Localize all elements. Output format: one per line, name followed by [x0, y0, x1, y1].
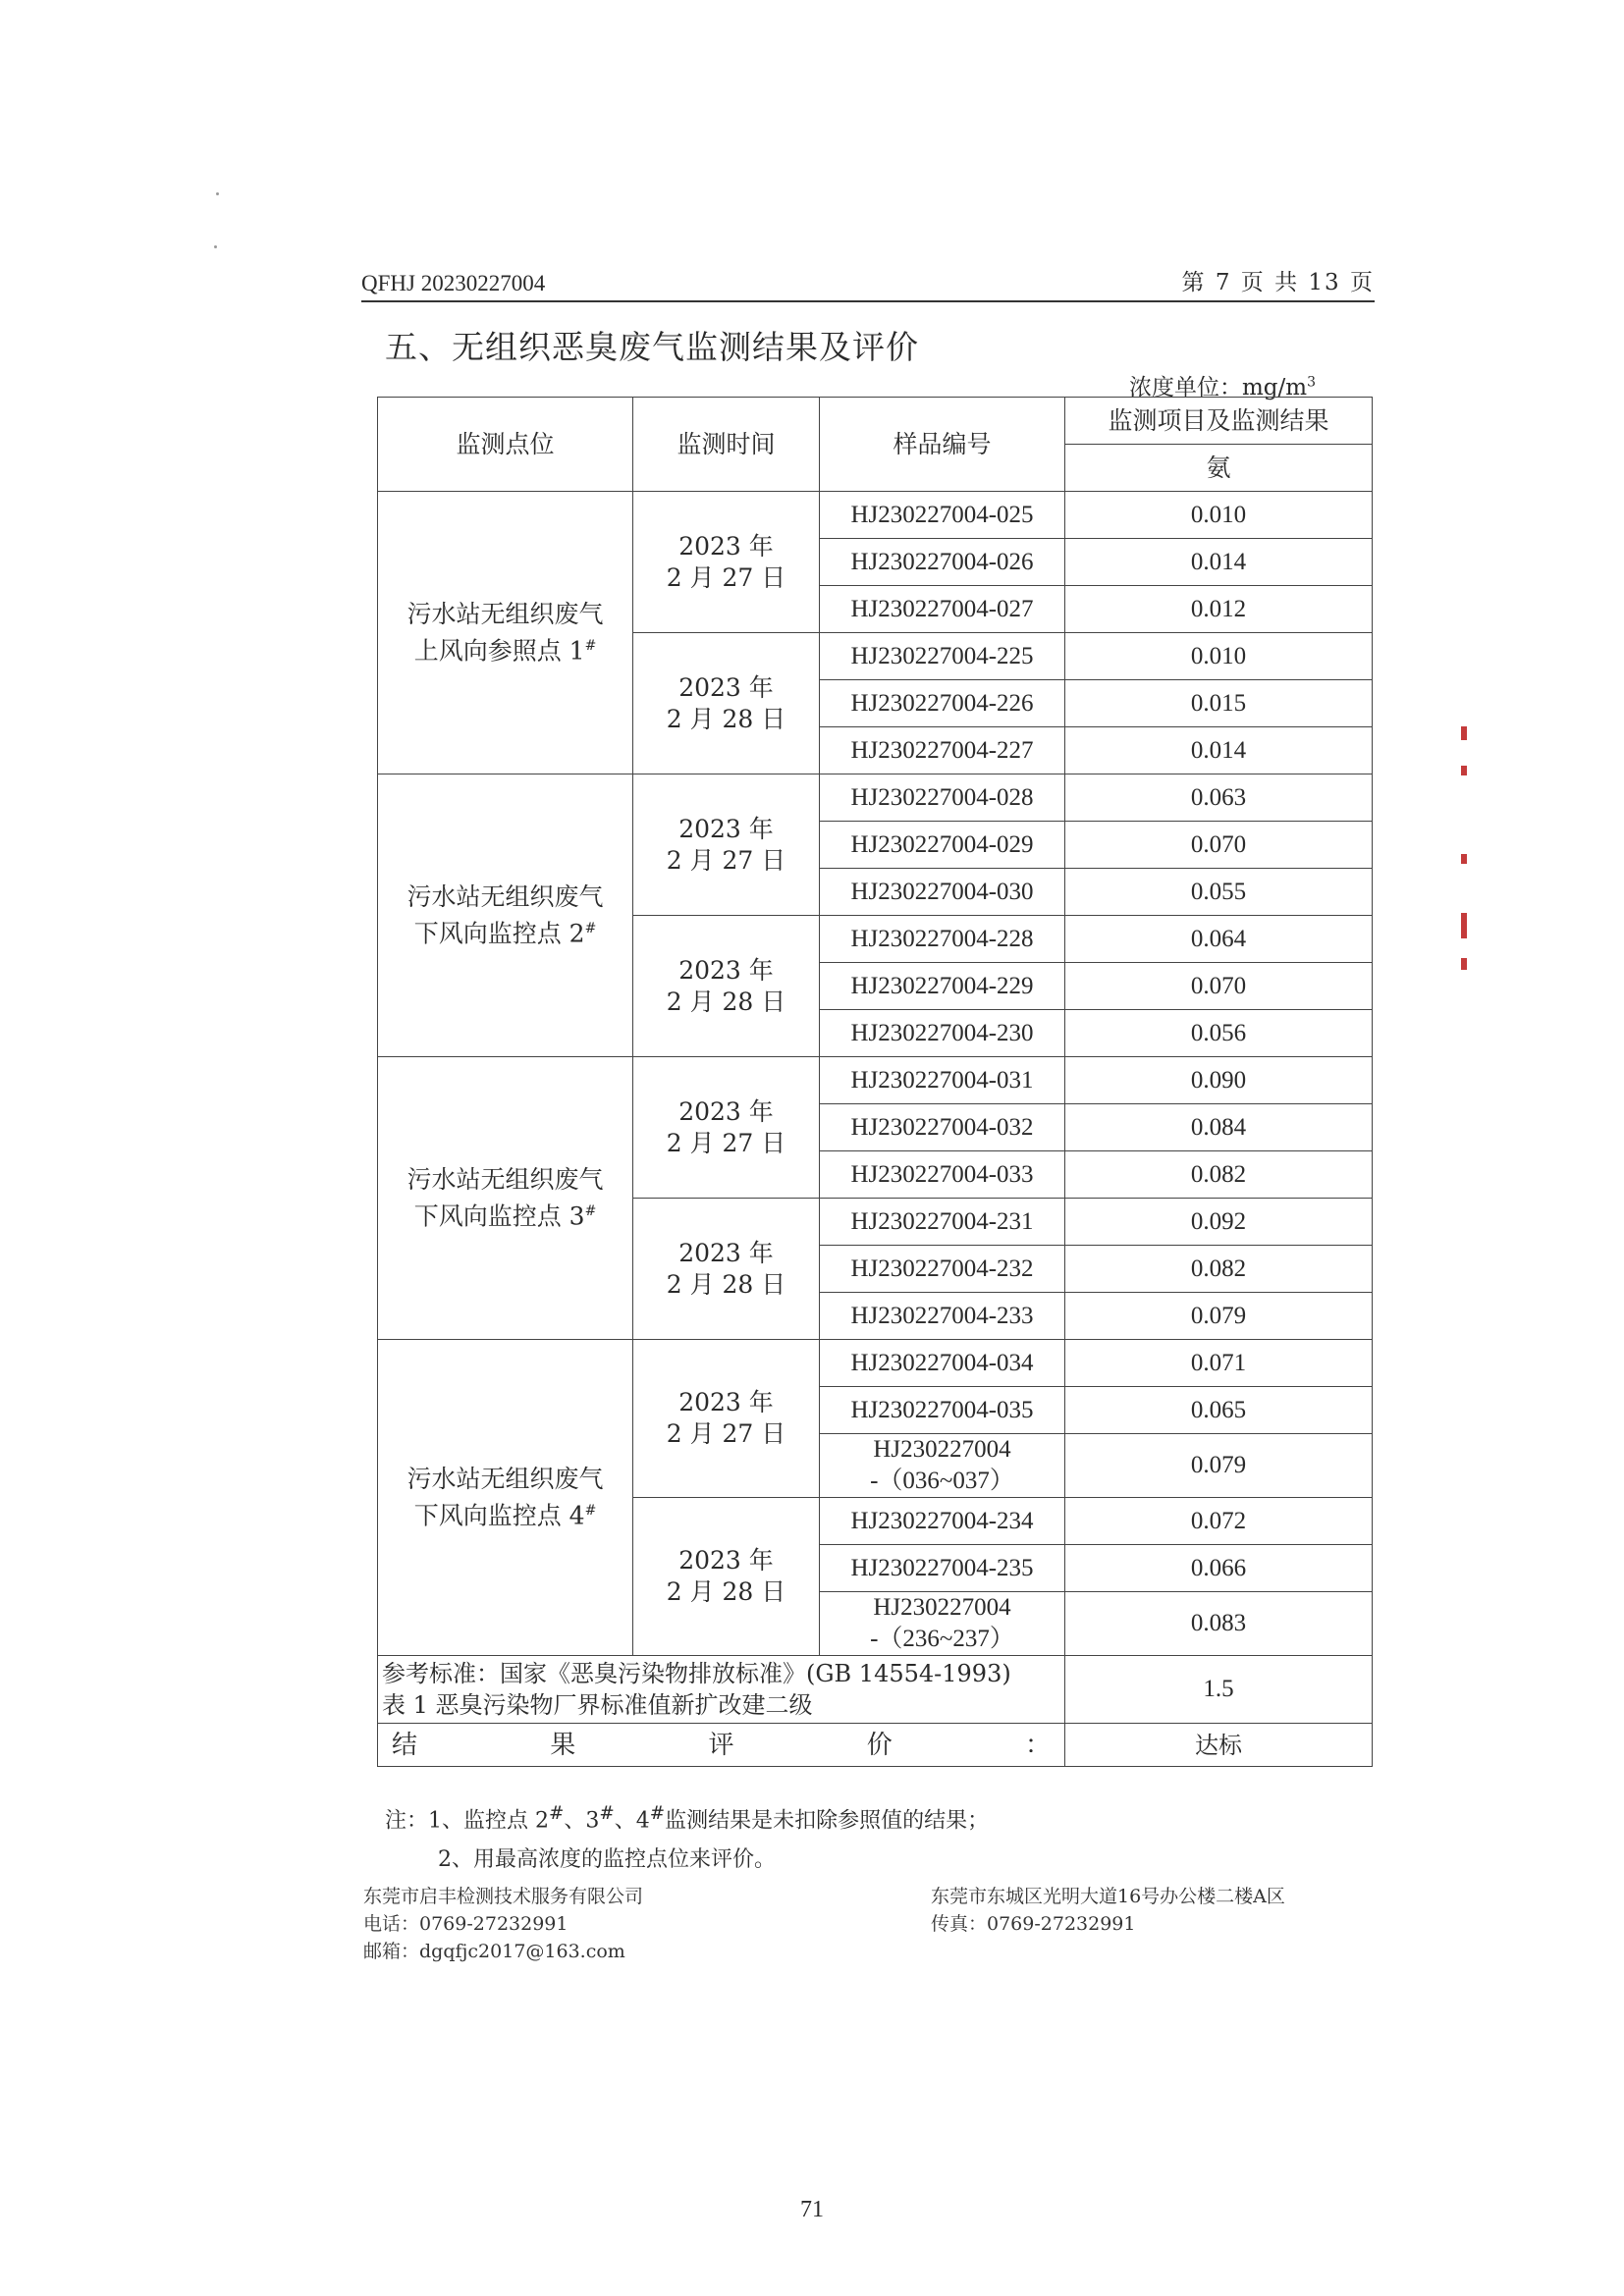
footer-left	[363, 1883, 643, 1965]
notes	[385, 1794, 989, 1880]
sample-id: HJ230227004-233	[820, 1293, 1065, 1340]
ammonia-value: 0.092	[1065, 1199, 1373, 1246]
ammonia-value: 0.083	[1065, 1592, 1373, 1656]
evaluation-label: 结 果 评 价 ：	[378, 1724, 1065, 1767]
date-cell: 2023 年 2 月 28 日	[633, 1498, 820, 1656]
ammonia-value: 0.079	[1065, 1293, 1373, 1340]
sample-id: HJ230227004-231	[820, 1199, 1065, 1246]
evaluation-result: 达标	[1065, 1724, 1373, 1767]
sample-id: HJ230227004-229	[820, 963, 1065, 1010]
site-cell: 污水站无组织废气 下风向监控点 3#	[378, 1057, 633, 1340]
sample-id: HJ230227004-232	[820, 1246, 1065, 1293]
ammonia-value: 0.079	[1065, 1434, 1373, 1498]
scan-speck	[214, 245, 217, 248]
header-item-ammonia: 氨	[1065, 445, 1373, 492]
ammonia-value: 0.071	[1065, 1340, 1373, 1387]
ammonia-value: 0.072	[1065, 1498, 1373, 1545]
sample-id: HJ230227004-230	[820, 1010, 1065, 1057]
table-row	[378, 492, 1373, 539]
footer-phone: 电话：0769-27232991	[363, 1913, 568, 1935]
section-title: 五、无组织恶臭废气监测结果及评价	[385, 328, 919, 366]
note-1: 注：1、监控点 2#、3#、4#监测结果是未扣除参照值的结果；	[385, 1803, 990, 1834]
sample-id: HJ230227004-227	[820, 727, 1065, 774]
ammonia-value: 0.090	[1065, 1057, 1373, 1104]
note-2: 2、用最高浓度的监控点位来评价。	[438, 1847, 776, 1873]
footer-address: 东莞市东城区光明大道16号办公楼二楼A区	[931, 1886, 1285, 1907]
sample-id: HJ230227004-030	[820, 869, 1065, 916]
page-indicator: 第 7 页 共 13 页	[1181, 270, 1375, 295]
reference-limit-value: 1.5	[1065, 1656, 1373, 1724]
seal-stamp-edge	[1461, 726, 1475, 982]
ammonia-value: 0.014	[1065, 727, 1373, 774]
ammonia-value: 0.014	[1065, 539, 1373, 586]
page-header	[361, 267, 1375, 302]
ammonia-value: 0.070	[1065, 963, 1373, 1010]
ammonia-value: 0.065	[1065, 1387, 1373, 1434]
ammonia-value: 0.084	[1065, 1104, 1373, 1151]
sample-id: HJ230227004-033	[820, 1151, 1065, 1199]
sample-id: HJ230227004 -（236~237）	[820, 1592, 1065, 1656]
results-table	[377, 397, 1373, 1767]
sample-id: HJ230227004-226	[820, 680, 1065, 727]
date-cell: 2023 年 2 月 27 日	[633, 1340, 820, 1498]
page-number: 71	[800, 2197, 824, 2222]
scan-speck	[216, 192, 219, 195]
sample-id: HJ230227004-235	[820, 1545, 1065, 1592]
ammonia-value: 0.055	[1065, 869, 1373, 916]
date-cell: 2023 年 2 月 28 日	[633, 916, 820, 1057]
sample-id: HJ230227004-025	[820, 492, 1065, 539]
ammonia-value: 0.010	[1065, 633, 1373, 680]
date-cell: 2023 年 2 月 27 日	[633, 1057, 820, 1199]
footer-fax: 传真：0769-27232991	[931, 1913, 1136, 1935]
ammonia-value: 0.056	[1065, 1010, 1373, 1057]
sample-id: HJ230227004-234	[820, 1498, 1065, 1545]
sample-id: HJ230227004-028	[820, 774, 1065, 822]
ammonia-value: 0.082	[1065, 1151, 1373, 1199]
header-sample: 样品编号	[820, 398, 1065, 492]
sample-id: HJ230227004-035	[820, 1387, 1065, 1434]
ammonia-value: 0.010	[1065, 492, 1373, 539]
table-row	[378, 1057, 1373, 1104]
header-site: 监测点位	[378, 398, 633, 492]
reference-standard: 参考标准：国家《恶臭污染物排放标准》(GB 14554-1993) 表 1 恶臭污染物厂界标准值新扩改建二级	[378, 1656, 1065, 1724]
sample-id: HJ230227004-225	[820, 633, 1065, 680]
date-cell: 2023 年 2 月 27 日	[633, 492, 820, 633]
header-item-group: 监测项目及监测结果	[1065, 398, 1373, 445]
sample-id: HJ230227004-034	[820, 1340, 1065, 1387]
table-row	[378, 774, 1373, 822]
ammonia-value: 0.070	[1065, 822, 1373, 869]
date-cell: 2023 年 2 月 27 日	[633, 774, 820, 916]
sample-id: HJ230227004-031	[820, 1057, 1065, 1104]
header-time: 监测时间	[633, 398, 820, 492]
date-cell: 2023 年 2 月 28 日	[633, 1199, 820, 1340]
ammonia-value: 0.063	[1065, 774, 1373, 822]
unit-label: 浓度单位：$mg/m^3$	[1129, 374, 1317, 400]
sample-id: HJ230227004-032	[820, 1104, 1065, 1151]
date-cell: 2023 年 2 月 28 日	[633, 633, 820, 774]
ammonia-value: 0.082	[1065, 1246, 1373, 1293]
report-number: QFHJ 20230227004	[361, 271, 546, 295]
sample-id: HJ230227004 -（036~037）	[820, 1434, 1065, 1498]
footer-email: 邮箱：dgqfjc2017@163.com	[363, 1941, 625, 1962]
sample-id: HJ230227004-027	[820, 586, 1065, 633]
footer-company: 东莞市启丰检测技术服务有限公司	[363, 1886, 644, 1907]
ammonia-value: 0.066	[1065, 1545, 1373, 1592]
ammonia-value: 0.015	[1065, 680, 1373, 727]
site-cell: 污水站无组织废气 上风向参照点 1#	[378, 492, 633, 774]
sample-id: HJ230227004-228	[820, 916, 1065, 963]
table-row	[378, 1340, 1373, 1387]
site-cell: 污水站无组织废气 下风向监控点 2#	[378, 774, 633, 1057]
footer-right	[931, 1883, 1285, 1938]
site-cell: 污水站无组织废气 下风向监控点 4#	[378, 1340, 633, 1656]
sample-id: HJ230227004-026	[820, 539, 1065, 586]
ammonia-value: 0.064	[1065, 916, 1373, 963]
sample-id: HJ230227004-029	[820, 822, 1065, 869]
ammonia-value: 0.012	[1065, 586, 1373, 633]
